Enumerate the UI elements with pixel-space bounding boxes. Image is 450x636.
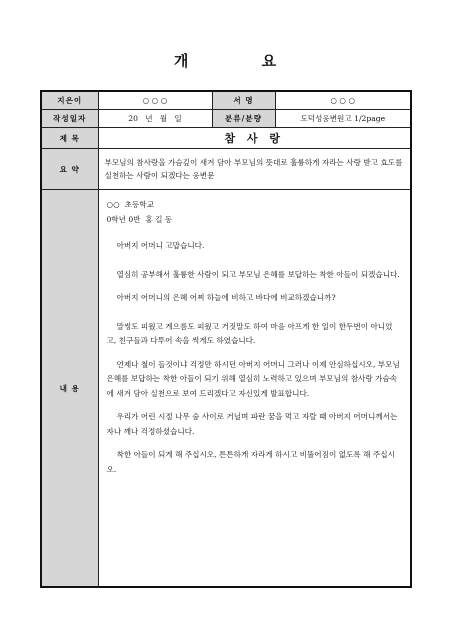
signature-value: ○ ○ ○ bbox=[275, 91, 411, 110]
content-label: 내 용 bbox=[41, 190, 98, 588]
document-title: 개 요 bbox=[173, 52, 311, 70]
paragraph: 언제나 철이 들것이냐 걱정만 하시던 아버지 어머니 그러나 이제 안심하십시오, 부모님 은혜를 보답하는 착한 아들이 되기 위해 열심히 노력하고 있으며 부모님의 참사랑 가슴속에 새겨 담아 실천으로 보여 드리겠다고 자신있게 발표합니다. bbox=[106, 359, 400, 398]
content-body bbox=[98, 190, 411, 588]
outline-table bbox=[40, 90, 412, 588]
paragraph: 우리가 어린 시절 나무 숲 사이로 거닐며 파란 꿈을 먹고 자랄 때 아버지 어머니께서는 자나 깨나 걱정하셨습니다. bbox=[106, 412, 398, 436]
class-line: 0학년 0반 홍 길 동 bbox=[106, 214, 173, 224]
author-label: 지은이 bbox=[41, 91, 98, 110]
school-line: ○○ 초등학교 bbox=[106, 200, 154, 209]
category-value: 도덕성웅변원고 1/2page bbox=[275, 110, 411, 128]
paragraph: 착한 아들이 되게 해 주십시오, 튼튼하게 자라게 하시고 비뚤어짐이 없도록 해 주십시오. bbox=[106, 450, 395, 474]
subject-value: 참 사 랑 bbox=[98, 128, 411, 149]
paragraph: 열심히 공부해서 훌륭한 사람이 되고 부모님 은혜를 보답하는 착한 아들이 되겠습니다. bbox=[116, 269, 400, 279]
summary-label: 요 약 bbox=[41, 149, 98, 190]
date-label: 작성일자 bbox=[41, 110, 98, 128]
paragraph: 말썽도 피웠고 게으름도 피웠고 거짓말도 하여 마음 아프게 한 일이 한두번이 아니었고, 친구들과 다투어 속을 썩게도 하였습니다. bbox=[106, 321, 393, 345]
paragraph: 아버지 어머니의 은혜 어찌 하늘에 비하고 바다에 비교하겠습니까? bbox=[116, 293, 336, 302]
date-value: 20 년 월 일 bbox=[98, 110, 212, 128]
category-label: 분류/분량 bbox=[212, 110, 275, 128]
subject-label: 제 목 bbox=[41, 128, 98, 149]
paragraph: 아버지 어머니 고맙습니다. bbox=[116, 241, 205, 250]
signature-label: 서 명 bbox=[212, 91, 275, 110]
summary-text: 부모님의 참사랑을 가슴깊이 새겨 담아 부모님의 뜻대로 훌륭하게 자라는 사랑 받고 효도를 실천하는 사람이 되겠다는 웅변문 bbox=[98, 149, 411, 190]
author-value: ○ ○ ○ bbox=[98, 91, 212, 110]
